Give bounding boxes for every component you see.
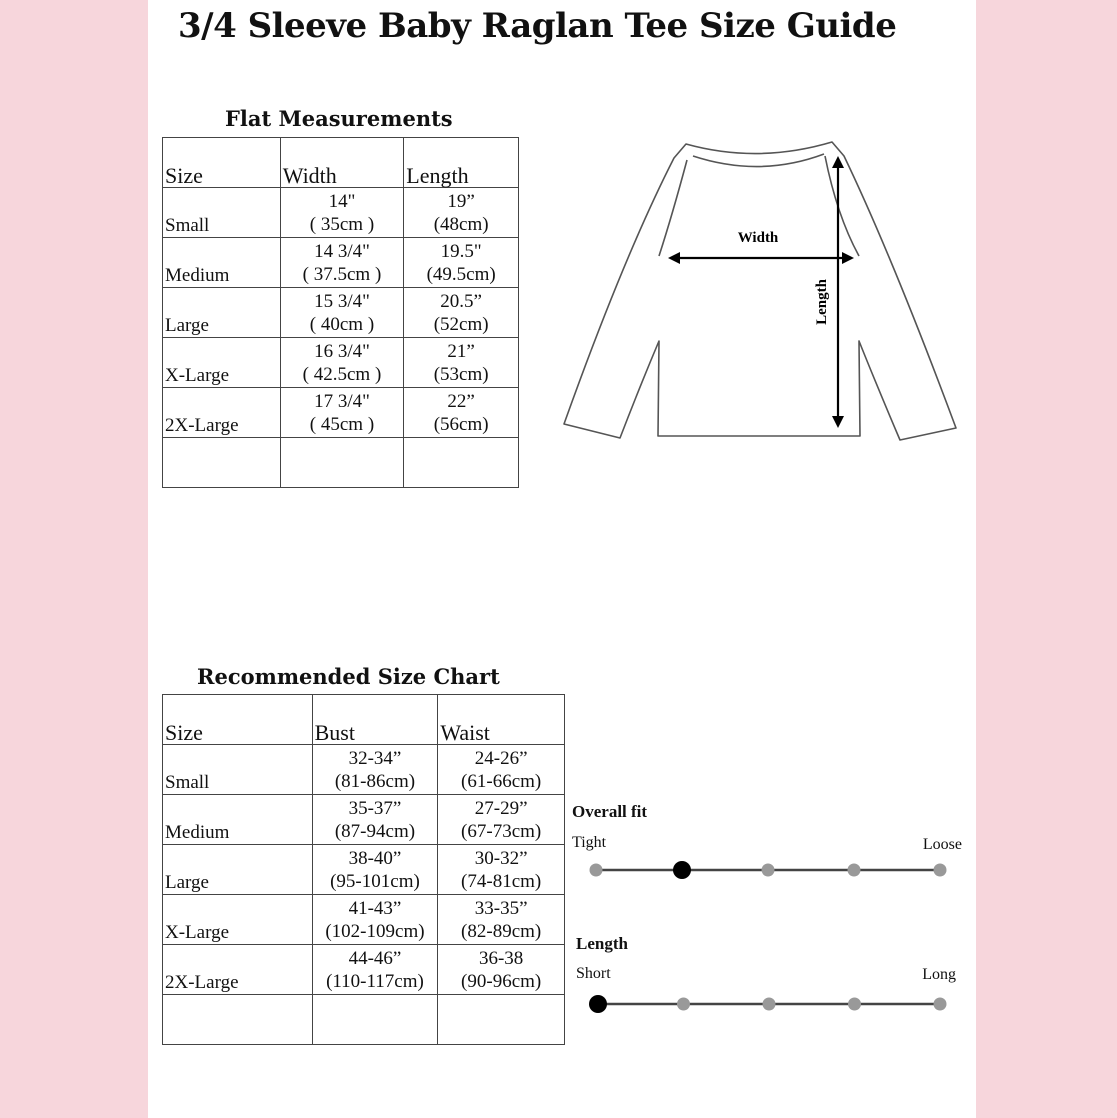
table-row <box>163 945 565 995</box>
size-guide-page <box>148 0 976 1118</box>
width-value-line: ( 40cm ) <box>309 314 375 335</box>
scale-dot <box>848 998 861 1011</box>
length-value-line: (48cm) <box>433 214 489 235</box>
empty-row <box>163 995 565 1045</box>
length-fit-high-label: Long <box>922 966 956 983</box>
waist-value-line: (61-66cm) <box>461 771 542 792</box>
overall-fit-low-label: Tight <box>572 834 607 851</box>
length-fit-title: Length <box>576 934 628 953</box>
raglan-tee-diagram <box>562 136 962 446</box>
table-row <box>163 388 519 438</box>
bust-cell <box>313 897 438 944</box>
length-value-line: 19” <box>447 191 475 212</box>
size-label: 2X-Large <box>165 415 239 436</box>
length-value-line: 20.5” <box>440 291 482 312</box>
scale-dot <box>762 864 775 877</box>
overall-fit-high-label: Loose <box>922 836 962 853</box>
waist-cell <box>438 747 564 794</box>
length-cell <box>404 240 518 287</box>
width-value-line: 17 3/4" <box>314 391 370 412</box>
scale-dot <box>934 998 947 1011</box>
scale-dot <box>677 998 690 1011</box>
bust-cell <box>313 797 438 844</box>
scale-dot <box>934 864 947 877</box>
width-value-line: 14 3/4" <box>314 241 370 262</box>
scale-dot <box>848 864 861 877</box>
width-value-line: 15 3/4" <box>314 291 370 312</box>
table-row <box>163 795 565 845</box>
size-label: Small <box>165 772 210 793</box>
bust-value-line: (81-86cm) <box>334 771 416 792</box>
waist-value-line: (90-96cm) <box>461 971 542 992</box>
length-value-line: 22” <box>447 391 475 412</box>
recommended-header-cell: Waist <box>440 720 490 745</box>
waist-value-line: (67-73cm) <box>461 821 542 842</box>
size-label: X-Large <box>165 922 230 943</box>
length-cell <box>404 390 518 437</box>
scale-dot <box>590 864 603 877</box>
waist-value-line: 33-35” <box>474 898 528 919</box>
length-fit-track <box>576 990 968 1020</box>
bust-cell <box>313 747 438 794</box>
length-value-line: 19.5" <box>440 241 482 262</box>
width-cell <box>281 240 404 287</box>
flat-header-cell: Width <box>282 163 337 188</box>
waist-cell <box>438 847 564 894</box>
bust-value-line: (102-109cm) <box>325 921 425 942</box>
waist-value-line: 27-29” <box>474 798 528 819</box>
length-cell <box>404 340 518 387</box>
bust-value-line: 44-46” <box>348 948 402 969</box>
width-cell <box>281 340 404 387</box>
bust-cell <box>313 947 438 994</box>
waist-value-line: 36-38 <box>478 948 524 969</box>
waist-value-line: (74-81cm) <box>461 871 542 892</box>
scale-dot <box>763 998 776 1011</box>
flat-header-cell: Size <box>165 163 203 188</box>
width-cell <box>281 390 404 437</box>
overall-fit-title: Overall fit <box>572 802 648 821</box>
width-value-line: ( 37.5cm ) <box>302 264 382 285</box>
flat-header-row <box>163 138 519 188</box>
table-row <box>163 845 565 895</box>
width-label: Width <box>737 230 779 246</box>
length-cell <box>404 290 518 337</box>
width-value-line: ( 42.5cm ) <box>302 364 382 385</box>
length-value-line: (56cm) <box>433 414 489 435</box>
table-row <box>163 745 565 795</box>
size-label: Large <box>165 872 209 893</box>
length-value-line: (49.5cm) <box>426 264 496 285</box>
flat-measurements-caption: Flat Measurements <box>225 106 453 131</box>
recommended-header-row <box>163 695 565 745</box>
size-label: Medium <box>165 822 230 843</box>
width-value-line: ( 45cm ) <box>309 414 375 435</box>
size-label: Large <box>165 315 209 336</box>
recommended-header-cell: Size <box>165 720 203 745</box>
empty-row <box>163 438 519 488</box>
width-value-line: 16 3/4" <box>314 341 370 362</box>
overall-fit-track <box>572 856 968 886</box>
bust-value-line: (87-94cm) <box>334 821 416 842</box>
recommended-size-chart-caption: Recommended Size Chart <box>197 664 500 689</box>
width-value-line: ( 35cm ) <box>309 214 375 235</box>
size-label: 2X-Large <box>165 972 239 993</box>
scale-dot-selected <box>589 995 607 1013</box>
flat-header-cell: Length <box>406 163 469 188</box>
table-row <box>163 188 519 238</box>
waist-cell <box>438 947 564 994</box>
overall-fit-scale <box>572 802 968 882</box>
table-row <box>163 238 519 288</box>
recommended-header-cell: Bust <box>314 720 355 745</box>
bust-value-line: (95-101cm) <box>330 871 420 892</box>
width-value-line: 14" <box>328 191 356 212</box>
size-label: X-Large <box>165 365 230 386</box>
waist-cell <box>438 797 564 844</box>
bust-cell <box>313 847 438 894</box>
length-label: Length <box>814 279 830 325</box>
table-row <box>163 895 565 945</box>
table-row <box>163 338 519 388</box>
length-fit-scale <box>576 934 968 1024</box>
width-cell <box>281 290 404 337</box>
width-cell <box>281 190 404 237</box>
flat-measurements-table <box>162 137 519 488</box>
waist-cell <box>438 897 564 944</box>
waist-value-line: 24-26” <box>474 748 528 769</box>
length-value-line: 21” <box>447 341 475 362</box>
bust-value-line: 41-43” <box>348 898 402 919</box>
size-label: Small <box>165 215 210 236</box>
length-cell <box>404 190 518 237</box>
page-title: 3/4 Sleeve Baby Raglan Tee Size Guide <box>178 6 897 46</box>
bust-value-line: (110-117cm) <box>326 971 424 992</box>
length-value-line: (53cm) <box>433 364 489 385</box>
length-value-line: (52cm) <box>433 314 489 335</box>
waist-value-line: (82-89cm) <box>461 921 542 942</box>
scale-dot-selected <box>673 861 691 879</box>
waist-value-line: 30-32” <box>474 848 528 869</box>
table-row <box>163 288 519 338</box>
size-label: Medium <box>165 265 230 286</box>
bust-value-line: 38-40” <box>348 848 402 869</box>
recommended-size-table <box>162 694 565 1045</box>
length-fit-low-label: Short <box>576 965 611 982</box>
bust-value-line: 35-37” <box>348 798 402 819</box>
bust-value-line: 32-34” <box>348 748 402 769</box>
